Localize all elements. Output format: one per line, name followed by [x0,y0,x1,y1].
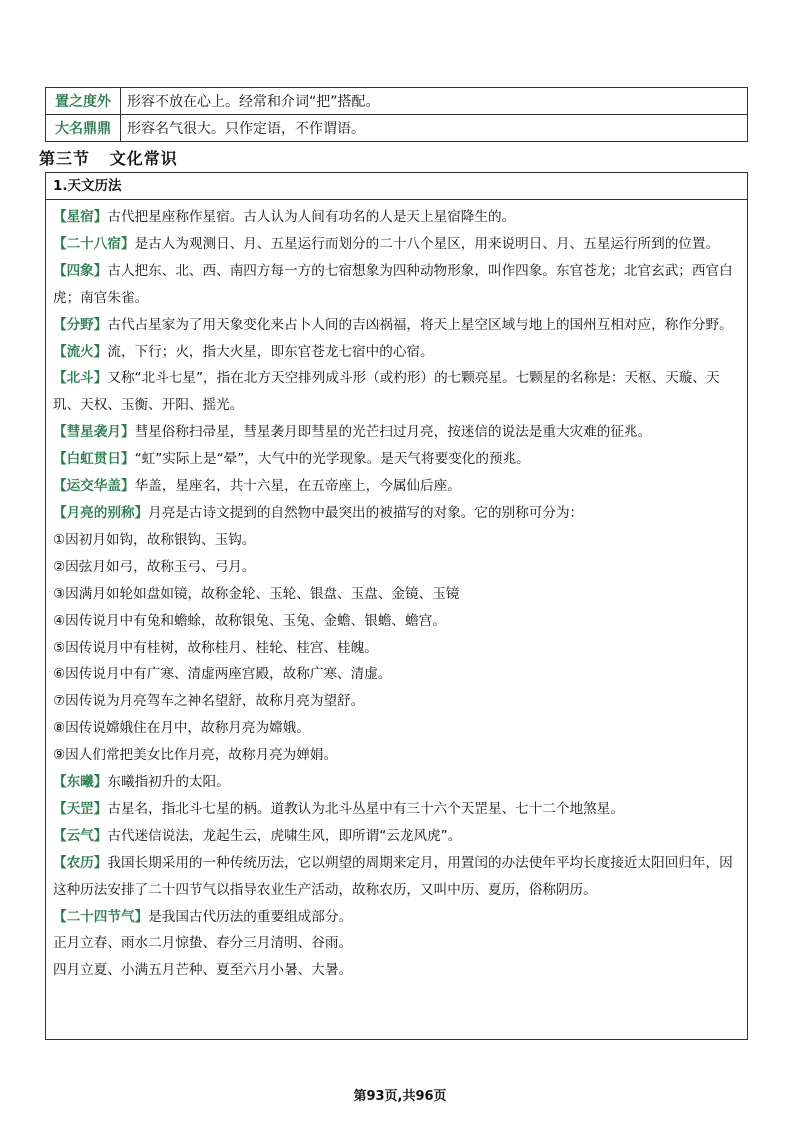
entry-list [46,200,747,984]
entry-text: 古代把星座称作星宿。古人认为人间有功名的人是天上星宿降生的。 [107,209,516,225]
bracket-open: 【 [53,235,67,252]
entry-text: 彗星俗称扫帚星，彗星袭月即彗星的光芒扫过月亮，按迷信的说法是重大灾难的征兆。 [134,424,652,441]
entry-text: 古代迷信说法，龙起生云，虎啸生风，即所谓“云龙风虎”。 [107,827,462,844]
bracket-open: 【 [53,209,67,225]
entry-text: 我国长期采用的一种传统历法，它以朔望的周期来定月，用置闰的办法使年平均长度接近太阳回归年，因这种历法安排了二十四节气以指导农业生产活动，故称农历，又叫中历、夏历，俗称阴历。 [53,854,733,898]
list-item [53,608,739,635]
bracket-close: 】 [120,235,135,252]
list-item [53,661,739,688]
idiom-definition: 形容名气很大。只作定语，不作谓语。 [121,115,748,142]
list-item [53,446,739,473]
bracket-open: 【 [53,262,67,279]
term-label: 分野 [66,316,94,333]
entry-text: ⑧因传说嫦娥住在月中，故称月亮为嫦娥。 [53,720,310,737]
idiom-table [45,87,748,142]
list-item [53,957,739,984]
bracket-open: 【 [53,451,67,468]
bracket-close: 】 [93,316,108,333]
term-label: 星宿 [66,209,94,225]
bracket-open: 【 [53,827,67,844]
term-label: 农历 [66,854,94,871]
bracket-open: 【 [53,800,67,817]
term-label: 月亮的别称 [66,504,135,521]
list-item [53,581,739,608]
term-label: 彗星袭月 [66,424,121,441]
entry-text: ⑨因人们常把美女比作月亮，故称月亮为婵娟。 [53,747,338,764]
bracket-close: 】 [93,774,108,791]
list-item [53,312,739,339]
content-box [45,172,748,1040]
bracket-close: 】 [93,827,108,844]
list-item [53,365,739,419]
entry-text: ③因满月如轮如盘如镜，故称金轮、玉轮、银盘、玉盘、金镜、玉镜 [53,585,460,602]
term-label: 运交华盖 [66,478,121,495]
entry-text: 古星名，指北斗七星的柄。道教认为北斗丛星中有三十六个天罡星、七十二个地煞星。 [107,800,624,817]
list-item [53,715,739,742]
box-title: 1.天文历法 [46,173,747,200]
term-label: 四象 [66,262,94,279]
entry-text: ⑦因传说为月亮驾车之神名望舒，故称月亮为望舒。 [53,693,365,710]
term-label: 东曦 [66,774,94,791]
list-item [53,904,739,931]
bracket-close: 】 [120,451,135,468]
list-item [53,527,739,554]
list-item [53,419,739,446]
entry-text: ⑤因传说月中有桂树，故称桂月、桂轮、桂宫、桂魄。 [53,639,378,656]
list-item [53,554,739,581]
bracket-open: 【 [53,774,67,791]
bracket-close: 】 [120,478,135,495]
term-label: 二十八宿 [66,235,121,252]
entry-text: 古代占星家为了用天象变化来占卜人间的吉凶祸福，将天上星空区域与地上的国州互相对应，称作分野。 [107,316,733,333]
entry-text: 是古人为观测日、月、五星运行而划分的二十八个星区，用来说明日、月、五星运行所到的位置。 [134,235,720,252]
entry-text: 流，下行；火，指大火星，即东官苍龙七宿中的心宿。 [107,343,434,360]
bracket-open: 【 [53,908,67,925]
entry-text: 又称“北斗七星”，指在北方天空排列成斗形（或杓形）的七颗亮星。七颗星的名称是：天枢、天璇、天玑、天权、玉衡、开阳、摇光。 [53,370,720,414]
bracket-close: 】 [93,800,108,817]
table-row [46,115,748,142]
bracket-close: 】 [93,854,108,871]
entry-text: ①因初月如钩，故称银钩、玉钩。 [53,531,256,548]
bracket-open: 【 [53,424,67,441]
list-item [53,823,739,850]
list-item [53,339,739,366]
bracket-open: 【 [53,343,67,360]
entry-text: 华盖，星座名，共十六星，在五帝座上，今属仙后座。 [134,478,461,495]
bracket-close: 】 [93,209,108,225]
section-title: 第三节 文化常识 [39,149,178,168]
entry-text: 是我国古代历法的重要组成部分。 [148,908,353,925]
term-label: 白虹贯日 [66,451,121,468]
list-item [53,742,739,769]
entry-text: 月亮是古诗文提到的自然物中最突出的被描写的对象。它的别称可分为： [148,504,584,521]
term-label: 流火 [66,343,94,360]
entry-text: ④因传说月中有兔和蟾蜍，故称银兔、玉兔、金蟾、银蟾、蟾宫。 [53,612,446,629]
list-item [53,258,739,312]
list-item [53,769,739,796]
list-item [53,500,739,527]
term-label: 天罡 [66,800,94,817]
list-item [53,204,739,231]
list-item [53,930,739,957]
bracket-close: 】 [134,504,149,521]
idiom-term: 大名鼎鼎 [46,115,121,142]
bracket-open: 【 [53,854,67,871]
bracket-open: 【 [53,478,67,495]
term-label: 云气 [66,827,94,844]
bracket-close: 】 [93,262,108,279]
table-row [46,88,748,115]
bracket-open: 【 [53,370,67,387]
entry-text: ⑥因传说月中有广寒、清虚两座宫殿，故称广寒、清虚。 [53,666,392,683]
entry-text: 古人把东、北、西、南四方每一方的七宿想象为四种动物形象，叫作四象。东官苍龙；北官玄武；西官白虎；南官朱雀。 [53,262,733,306]
term-label: 二十四节气 [66,908,135,925]
bracket-open: 【 [53,504,67,521]
bracket-close: 】 [93,343,108,360]
page-number: 第93页,共96页 [353,1089,447,1104]
bracket-open: 【 [53,316,67,333]
bracket-close: 】 [93,370,108,387]
entry-text: ②因弦月如弓，故称玉弓、弓月。 [53,558,256,575]
entry-text: 东曦指初升的太阳。 [107,774,230,791]
list-item [53,796,739,823]
list-item [53,635,739,662]
entry-text: 正月立春、雨水二月惊蛰、春分三月清明、谷雨。 [53,935,353,952]
list-item [53,850,739,904]
entry-text: 四月立夏、小满五月芒种、夏至六月小暑、大暑。 [53,962,353,979]
bracket-close: 】 [134,908,149,925]
idiom-term: 置之度外 [46,88,121,115]
idiom-definition: 形容不放在心上。经常和介词“把”搭配。 [121,88,748,115]
entry-text: “虹”实际上是“晕”，大气中的光学现象。是天气将要变化的预兆。 [134,451,530,468]
list-item [53,688,739,715]
term-label: 北斗 [66,370,94,387]
list-item [53,231,739,258]
bracket-close: 】 [120,424,135,441]
list-item [53,473,739,500]
